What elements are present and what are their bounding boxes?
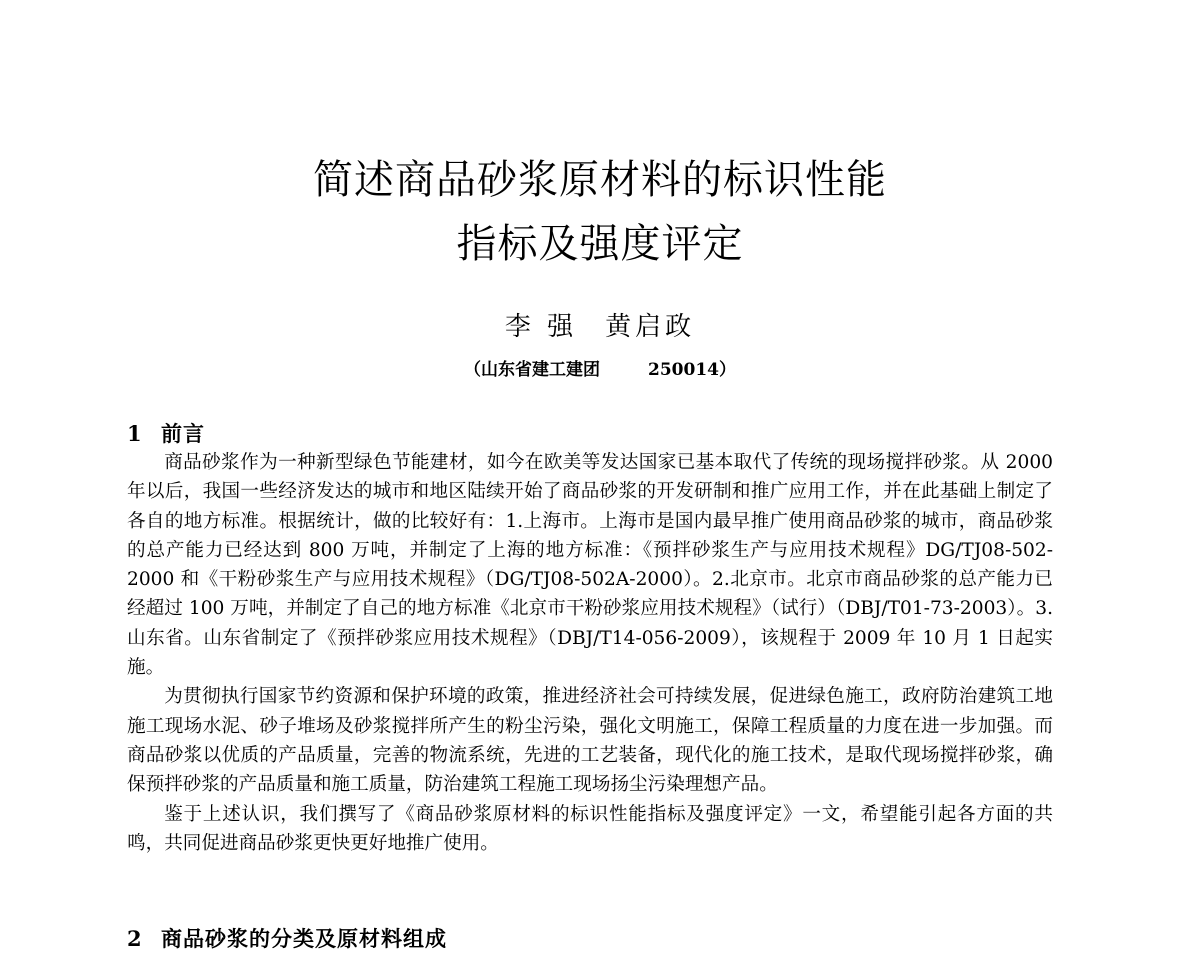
section-title: 前言 xyxy=(161,421,205,446)
body-paragraph-1: 商品砂浆作为一种新型绿色节能建材，如今在欧美等发达国家已基本取代了传统的现场搅拌砂浆。从 2000 年以后，我国一些经济发达的城市和地区陆续开始了商品砂浆的开发研制和推广应用工作，并在此基础上制定了各自的地方标准。根据统计，做的比较好有：1.上海市。上海市是国内最早推广使用商品砂浆的城市，商品砂浆的总产能力已经达到 800 万吨，并制定了上海的地方标准：《预拌砂浆生产与应用技术规程》DG/TJ08-502-2000 和《干粉砂浆生产与应用技术规程》（DG/TJ08-502A-2000）。2.北京市。北京市商品砂浆的总产能力已经超过 100 万吨，并制定了自己的地方标准《北京市干粉砂浆应用技术规程》（试行）（DBJ/T01-73-2003）。3.山东省。山东省制定了《预拌砂浆应用技术规程》（DBJ/T14-056-2009），该规程于 2009 年 10 月 1 日起实施。 xyxy=(127,452,1053,679)
author-line xyxy=(0,310,1200,344)
section-1-body xyxy=(127,448,1053,858)
affiliation-postcode: 250014 xyxy=(648,360,719,380)
affiliation-org: 山东省建工建团 xyxy=(481,360,600,380)
section-title: 商品砂浆的分类及原材料组成 xyxy=(161,926,447,951)
author-1: 李 强 xyxy=(504,312,578,342)
paper-title-line-2: 指标及强度评定 xyxy=(456,221,744,267)
body-paragraph-2: 为贯彻执行国家节约资源和保护环境的政策，推进经济社会可持续发展，促进绿色施工，政府防治建筑工地施工现场水泥、砂子堆场及砂浆搅拌所产生的粉尘污染，强化文明施工，保障工程质量的力度在进一步加强。而商品砂浆以优质的产品质量，完善的物流系统，先进的工艺装备，现代化的施工技术，是取代现场搅拌砂浆，确保预拌砂浆的产品质量和施工质量，防治建筑工程施工现场扬尘污染理想产品。 xyxy=(127,686,1053,796)
affiliation-open-paren: （ xyxy=(464,360,481,380)
section-number: 2 xyxy=(127,926,143,951)
section-number: 1 xyxy=(127,421,143,446)
affiliation-close-paren: ） xyxy=(718,360,736,380)
section-heading-1 xyxy=(127,419,205,449)
affiliation-line xyxy=(0,357,1200,383)
body-paragraph-3: 鉴于上述认识，我们撰写了《商品砂浆原材料的标识性能指标及强度评定》一文，希望能引起各方面的共鸣，共同促进商品砂浆更快更好地推广使用。 xyxy=(127,803,1053,854)
section-heading-2 xyxy=(127,924,447,954)
author-2: 黄启政 xyxy=(605,312,696,342)
paper-title-line-1: 简述商品砂浆原材料的标识性能 xyxy=(313,157,887,203)
